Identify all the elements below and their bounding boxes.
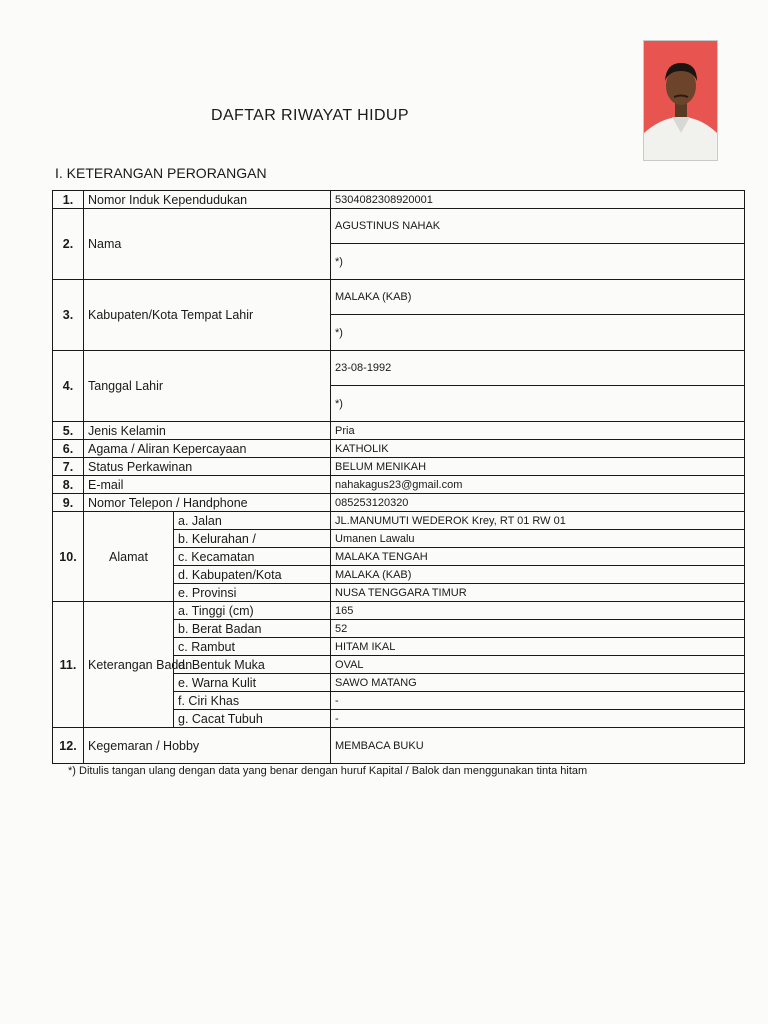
group-label: Keterangan Badan — [84, 602, 174, 728]
subfield-value: - — [331, 710, 745, 728]
field-value: Pria — [331, 422, 745, 440]
field-label: Jenis Kelamin — [84, 422, 331, 440]
handwrite-note: *) — [331, 244, 745, 280]
field-value: 5304082308920001 — [331, 191, 745, 209]
row-number: 8. — [53, 476, 84, 494]
table-row — [53, 602, 745, 620]
subfield-label: f. Ciri Khas — [174, 692, 331, 710]
subfield-value: 165 — [331, 602, 745, 620]
row-number: 12. — [53, 728, 84, 764]
field-label: Kegemaran / Hobby — [84, 728, 331, 764]
subfield-value: 52 — [331, 620, 745, 638]
field-label: Nomor Telepon / Handphone — [84, 494, 331, 512]
subfield-label: e. Provinsi — [174, 584, 331, 602]
subfield-value: MALAKA (KAB) — [331, 566, 745, 584]
table-row — [53, 422, 745, 440]
field-value: 23-08-1992 — [331, 351, 745, 386]
row-number: 3. — [53, 280, 84, 351]
row-number: 5. — [53, 422, 84, 440]
field-value: BELUM MENIKAH — [331, 458, 745, 476]
subfield-value: Umanen Lawalu — [331, 530, 745, 548]
subfield-label: e. Warna Kulit — [174, 674, 331, 692]
profile-photo — [643, 40, 718, 161]
field-label: Nama — [84, 209, 331, 280]
field-label: Tanggal Lahir — [84, 351, 331, 422]
field-value: MALAKA (KAB) — [331, 280, 745, 315]
subfield-label: b. Berat Badan — [174, 620, 331, 638]
table-row — [53, 351, 745, 386]
table-row — [53, 728, 745, 764]
table-row — [53, 280, 745, 315]
table-row — [53, 209, 745, 244]
subfield-value: - — [331, 692, 745, 710]
field-label: Nomor Induk Kependudukan — [84, 191, 331, 209]
handwrite-note: *) — [331, 386, 745, 422]
subfield-label: d. Kabupaten/Kota — [174, 566, 331, 584]
subfield-value: SAWO MATANG — [331, 674, 745, 692]
row-number: 9. — [53, 494, 84, 512]
table-row — [53, 440, 745, 458]
subfield-value: JL.MANUMUTI WEDEROK Krey, RT 01 RW 01 — [331, 512, 745, 530]
field-label: E-mail — [84, 476, 331, 494]
table-row — [53, 512, 745, 530]
section-title: I. KETERANGAN PERORANGAN — [55, 165, 267, 181]
row-number: 11. — [53, 602, 84, 728]
field-value: KATHOLIK — [331, 440, 745, 458]
subfield-value: MALAKA TENGAH — [331, 548, 745, 566]
field-value: AGUSTINUS NAHAK — [331, 209, 745, 244]
handwrite-note: *) — [331, 315, 745, 351]
table-row — [53, 458, 745, 476]
field-value: nahakagus23@gmail.com — [331, 476, 745, 494]
subfield-label: c. Rambut — [174, 638, 331, 656]
subfield-label: a. Tinggi (cm) — [174, 602, 331, 620]
group-label: Alamat — [84, 512, 174, 602]
subfield-label: a. Jalan — [174, 512, 331, 530]
table-row — [53, 191, 745, 209]
subfield-value: OVAL — [331, 656, 745, 674]
field-label: Status Perkawinan — [84, 458, 331, 476]
document-title: DAFTAR RIWAYAT HIDUP — [211, 107, 409, 124]
subfield-label: g. Cacat Tubuh — [174, 710, 331, 728]
field-label: Agama / Aliran Kepercayaan — [84, 440, 331, 458]
subfield-label: d. Bentuk Muka — [174, 656, 331, 674]
row-number: 2. — [53, 209, 84, 280]
row-number: 7. — [53, 458, 84, 476]
personal-info-table — [52, 190, 745, 764]
field-value: MEMBACA BUKU — [331, 728, 745, 764]
row-number: 10. — [53, 512, 84, 602]
subfield-value: NUSA TENGGARA TIMUR — [331, 584, 745, 602]
subfield-value: HITAM IKAL — [331, 638, 745, 656]
footnote: *) Ditulis tangan ulang dengan data yang benar dengan huruf Kapital / Balok dan menggunakan tinta hitam — [68, 765, 588, 777]
row-number: 4. — [53, 351, 84, 422]
table-row — [53, 476, 745, 494]
row-number: 6. — [53, 440, 84, 458]
row-number: 1. — [53, 191, 84, 209]
subfield-label: b. Kelurahan / — [174, 530, 331, 548]
subfield-label: c. Kecamatan — [174, 548, 331, 566]
table-row — [53, 494, 745, 512]
field-value: 085253120320 — [331, 494, 745, 512]
field-label: Kabupaten/Kota Tempat Lahir — [84, 280, 331, 351]
